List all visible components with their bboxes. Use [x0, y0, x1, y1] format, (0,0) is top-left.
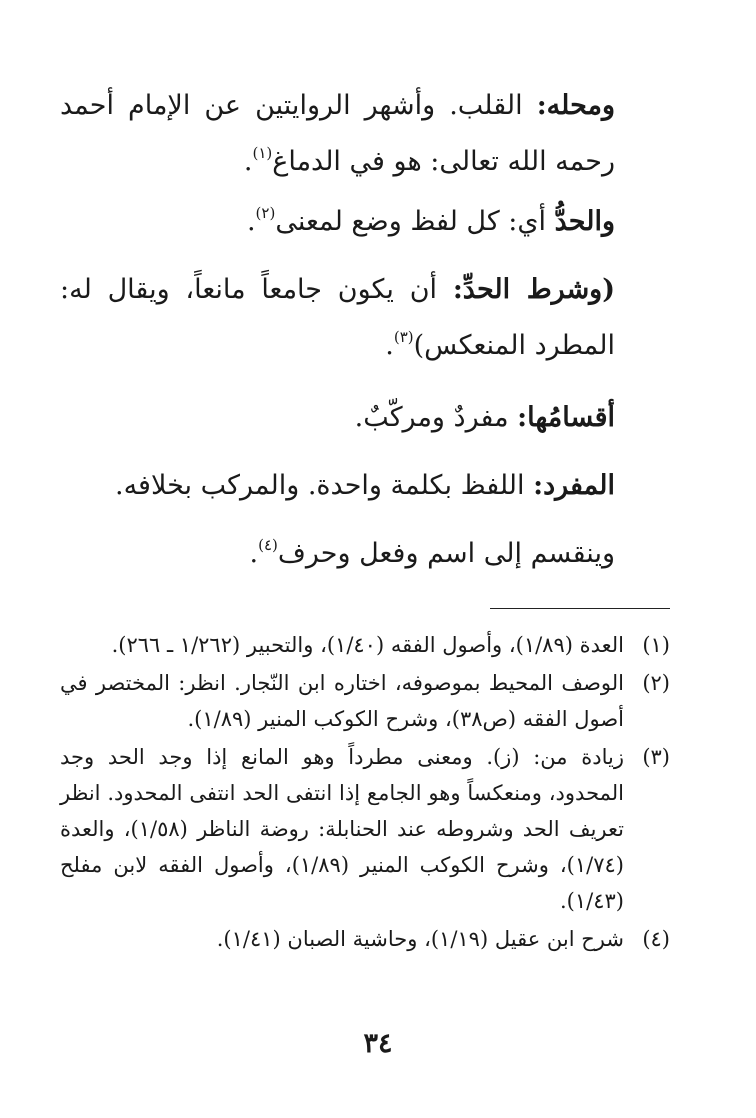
footnote-number: (٣) [642, 745, 670, 769]
paragraph-singular-text: اللفظ بكلمة واحدة. والمركب بخلافه. [115, 470, 534, 501]
footnote-item [60, 665, 670, 737]
footnote-item [60, 627, 670, 663]
paragraph-singular [60, 458, 670, 514]
footnote-text: زيادة من: (ز). ومعنى مطرداً وهو المانع إذا وجد الحد وجد المحدود، ومنعكساً وهو الجامع إذا انتفى الحد انتفى المحدود. انظر تعريف الحد وشروطه عند الحنابلة: روضة الناظر (١/٥٨)، والعدة (١/٧٤)، وشرح الكوكب المنير (١/٨٩)، وأصول الفقه لابن مفلح (١/٤٣). [60, 745, 624, 913]
footnotes-section [60, 627, 670, 957]
footnote-ref-2[interactable]: (٢) [255, 204, 276, 222]
page-number: ٣٤ [363, 1028, 393, 1059]
paragraph-division-types-text: وينقسم إلى اسم وفعل وحرف [277, 538, 615, 569]
term-location: ومحله: [536, 90, 615, 121]
footnote-ref-3[interactable]: (٣) [393, 328, 414, 346]
paragraph-definition [60, 194, 670, 250]
footnote-text: الوصف المحيط بموصوفه، اختاره ابن النّجار. انظر: المختصر في أصول الفقه (ص٣٨)، وشرح الكوكب المنير (١/٨٩). [60, 671, 624, 731]
footnote-ref-1[interactable]: (١) [252, 144, 273, 162]
paragraph-condition [60, 262, 670, 374]
footnote-separator [490, 608, 670, 609]
footnote-text: شرح ابن عقيل (١/١٩)، وحاشية الصبان (١/٤١). [216, 927, 624, 951]
footnote-number: (٢) [642, 671, 670, 695]
paragraph-division-types [60, 526, 670, 582]
paragraph-location-end: . [243, 146, 253, 177]
term-definition: والحدُّ [554, 206, 615, 237]
paragraph-condition-end: . [385, 330, 394, 361]
footnote-ref-4[interactable]: (٤) [258, 536, 278, 554]
footnote-item [60, 739, 670, 919]
paragraph-location-text: القلب. وأشهر الروايتين عن الإمام أحمد رحمه الله تعالى: هو في الدماغ [60, 90, 615, 177]
footnote-item [60, 921, 670, 957]
paragraph-division-types-end: . [249, 538, 259, 569]
term-divisions: أقسامُها: [517, 402, 615, 433]
footnote-number: (١) [642, 633, 670, 657]
paragraph-location [60, 78, 670, 190]
paragraph-condition-text: أن يكون جامعاً مانعاً، ويقال له: المطرد المنعكس) [60, 274, 615, 361]
footnote-text: العدة (١/٨٩)، وأصول الفقه (١/٤٠)، والتحبير (١/٢٦٢ ـ ٢٦٦). [111, 633, 624, 657]
page-content [60, 78, 670, 959]
term-singular: المفرد: [533, 470, 615, 501]
paragraph-definition-text: أي: كل لفظ وضع لمعنى [275, 206, 555, 237]
paragraph-definition-end: . [246, 206, 256, 237]
term-condition: (وشرط الحدِّ: [452, 274, 615, 305]
paragraph-divisions [60, 390, 670, 446]
paragraph-divisions-text: مفردٌ ومركّبٌ. [354, 402, 518, 433]
footnote-number: (٤) [642, 927, 670, 951]
